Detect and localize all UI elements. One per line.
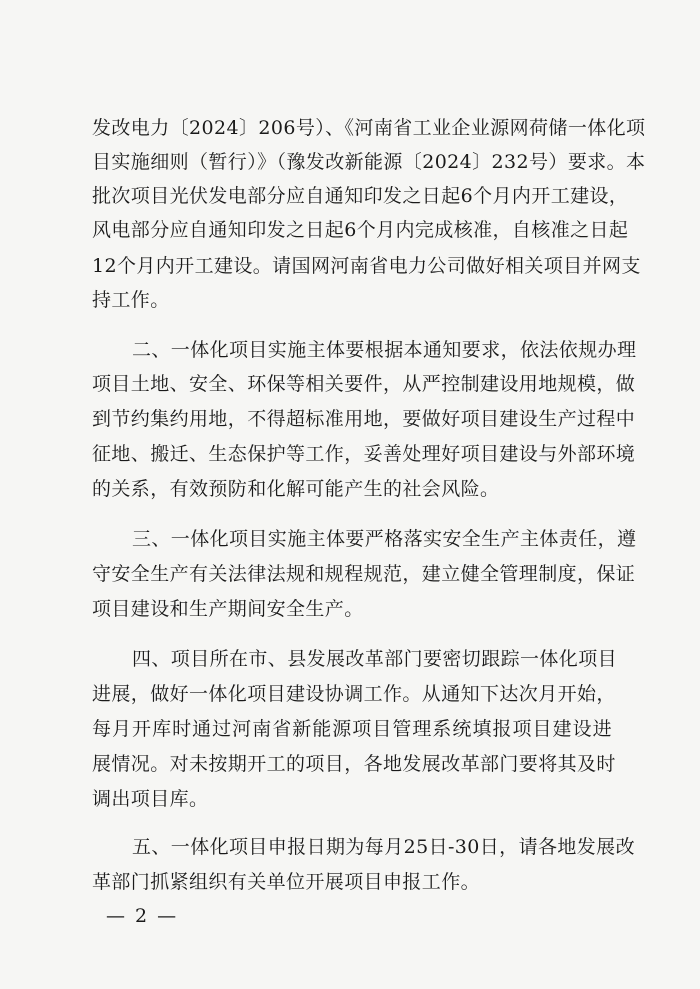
- section-five-first-line: 五、一体化项目申报日期为每月25日-30日，请各地发展改: [132, 836, 635, 858]
- paragraph-line: 发改电力〔2024〕206号）、《河南省工业企业源网荷储一体化项: [92, 117, 646, 139]
- paragraph-line: 革部门抓紧组织有关单位开展项目申报工作。: [92, 871, 481, 893]
- paragraph-line: 持工作。: [92, 289, 170, 311]
- paragraph-line: 征地、搬迁、生态保护等工作，妥善处理好项目建设与外部环境: [92, 443, 636, 465]
- paragraph-line: 项目建设和生产期间安全生产。: [92, 598, 364, 620]
- paragraph-line: 调出项目库。: [92, 788, 209, 810]
- paragraph-line: 到节约集约用地，不得超标准用地，要做好项目建设生产过程中: [92, 408, 636, 430]
- section-four-first-line: 四、项目所在市、县发展改革部门要密切跟踪一体化项目: [132, 648, 618, 670]
- page-number: — 2 —: [106, 905, 179, 927]
- paragraph-line: 每月开库时通过河南省新能源项目管理系统填报项目建设进: [92, 718, 612, 740]
- section-two-first-line: 二、一体化项目实施主体要根据本通知要求，依法依规办理: [132, 339, 637, 361]
- paragraph-line: 目实施细则（暂行）》（豫发改新能源〔2024〕232号）要求。本: [92, 151, 646, 173]
- paragraph-line: 批次项目光伏发电部分应自通知印发之日起6个月内开工建设，: [92, 185, 629, 207]
- paragraph-line: 的关系，有效预防和化解可能产生的社会风险。: [92, 478, 500, 500]
- paragraph-line: 风电部分应自通知印发之日起6个月内完成核准，自核准之日起: [92, 219, 629, 241]
- paragraph-line: 进展，做好一体化项目建设协调工作。从通知下达次月开始，: [92, 683, 616, 705]
- paragraph-line: 项目土地、安全、环保等相关要件，从严控制建设用地规模，做: [92, 373, 636, 395]
- paragraph-line: 守安全生产有关法律法规和规程规范，建立健全管理制度，保证: [92, 563, 636, 585]
- paragraph-line: 12个月内开工建设。请国网河南省电力公司做好相关项目并网支: [92, 255, 641, 277]
- section-three-first-line: 三、一体化项目实施主体要严格落实安全生产主体责任，遵: [132, 528, 637, 550]
- paragraph-line: 展情况。对未按期开工的项目，各地发展改革部门要将其及时: [92, 753, 616, 775]
